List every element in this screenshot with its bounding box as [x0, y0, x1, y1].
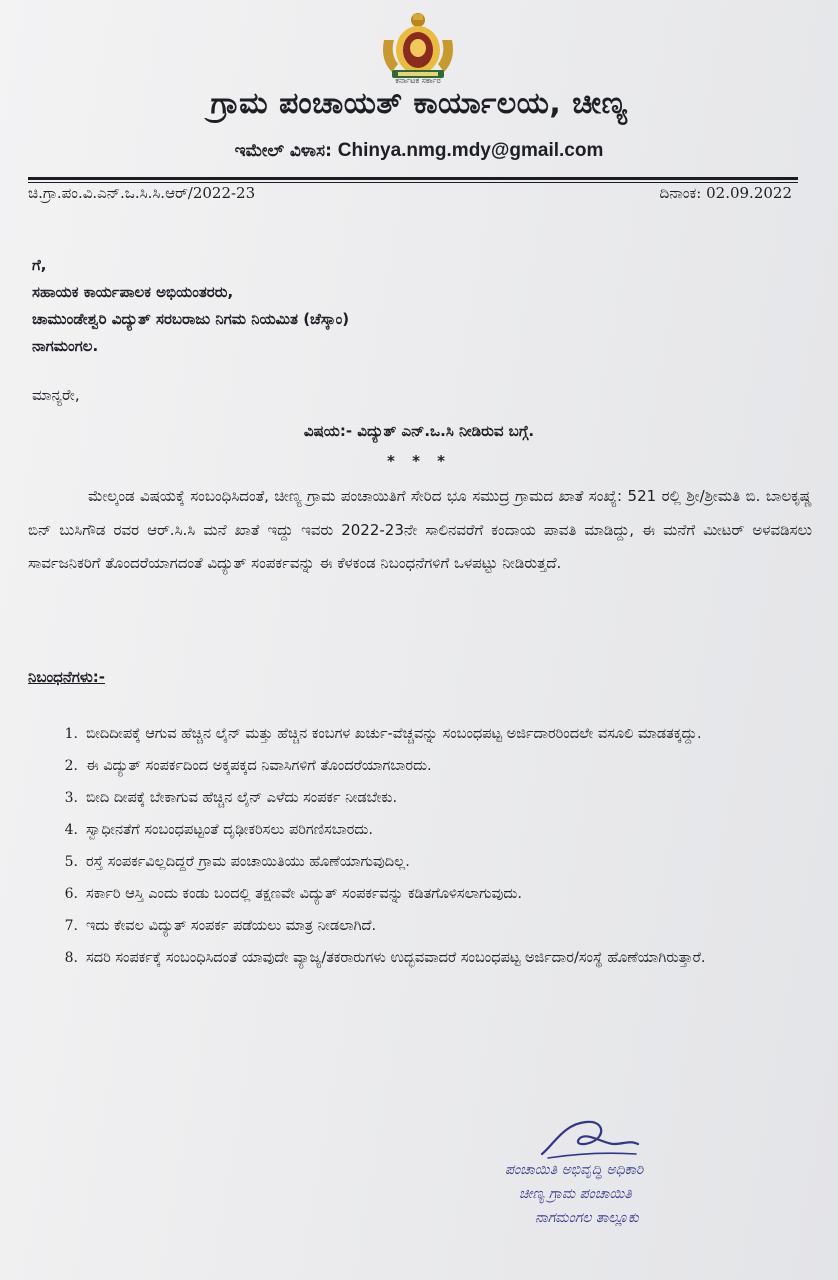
- conditions-heading: ನಿಬಂಧನೆಗಳು:-: [28, 668, 106, 686]
- recipient-line-3: ನಾಗಮಂಗಲ.: [32, 337, 99, 355]
- list-number: 6.: [64, 886, 78, 902]
- list-number: 7.: [64, 918, 78, 934]
- list-number: 5.: [64, 854, 78, 870]
- list-item: [28, 878, 812, 910]
- list-number: 4.: [64, 822, 78, 838]
- list-item: [28, 750, 812, 782]
- date-value: 02.09.2022: [706, 184, 792, 202]
- reference-number: ಚಿ.ಗ್ರಾ.ಪಂ.ವಿ.ಎನ್.ಒ.ಸಿ.ಸಿ.ಆರ್/2022-23: [28, 184, 256, 202]
- list-text: ಬೀದಿ ದೀಪಕ್ಕೆ ಬೇಕಾಗುವ ಹೆಚ್ಚಿನ ಲೈನ್ ಎಳೆದು ಸಂಪರ್ಕ ನೀಡಬೇಕು.: [86, 790, 398, 806]
- signatory-line-2: ಚೀಣ್ಯ ಗ್ರಾಮ ಪಂಚಾಯಿತಿ: [519, 1186, 632, 1202]
- list-number: 8.: [64, 950, 78, 966]
- signatory-line-3: ನಾಗಮಂಗಲ ತಾಲ್ಲೂಕು: [535, 1210, 639, 1226]
- email-address: Chinya.nmg.mdy@gmail.com: [337, 140, 604, 161]
- list-number: 1.: [64, 726, 78, 742]
- recipient-line-1: ಸಹಾಯಕ ಕಾರ್ಯಪಾಲಕ ಅಭಿಯಂತರರು,: [32, 283, 234, 301]
- list-text: ಸದರಿ ಸಂಪರ್ಕಕ್ಕೆ ಸಂಬಂಧಿಸಿದಂತೆ ಯಾವುದೇ ವ್ಯಾಜ್ಯ/ತಕರಾರುಗಳು ಉದ್ಭವವಾದರೆ ಸಂಬಂಧಪಟ್ಟ ಅರ್ಜಿದಾರ/ಸಂಸ್ಥೆ ಹೊಣೆಯಾಗಿರುತ್ತಾರೆ.: [86, 950, 706, 966]
- salutation: ಮಾನ್ಯರೇ,: [32, 386, 80, 404]
- header-divider: [28, 177, 798, 180]
- list-number: 3.: [64, 790, 78, 806]
- list-item: [28, 782, 812, 814]
- list-number: 2.: [64, 758, 78, 774]
- date-line: [660, 184, 792, 202]
- separator-stars: * * *: [387, 452, 451, 470]
- signatory-stamp: [505, 1158, 643, 1230]
- list-item: [28, 910, 812, 942]
- signatory-line-1: ಪಂಚಾಯಿತಿ ಅಭಿವೃದ್ಧಿ ಅಧಿಕಾರಿ: [505, 1162, 644, 1178]
- list-text: ಸ್ವಾಧೀನತೆಗೆ ಸಂಬಂಧಪಟ್ಟಂತೆ ದೃಢೀಕರಿಸಲು ಪರಿಗಣಿಸಬಾರದು.: [86, 822, 373, 838]
- list-text: ಈ ವಿದ್ಯುತ್ ಸಂಪರ್ಕದಿಂದ ಅಕ್ಕಪಕ್ಕದ ನಿವಾಸಿಗಳಿಗೆ ತೊಂದರೆಯಾಗಬಾರದು.: [86, 758, 432, 774]
- state-emblem-icon: [378, 10, 458, 86]
- email-line: [0, 140, 838, 162]
- list-text: ಸರ್ಕಾರಿ ಆಸ್ತಿ ಎಂದು ಕಂಡು ಬಂದಲ್ಲಿ ತಕ್ಷಣವೇ ವಿದ್ಯುತ್ ಸಂಪರ್ಕವನ್ನು ಕಡಿತಗೊಳಿಸಲಾಗುವುದು.: [86, 886, 522, 902]
- email-label: ಇಮೇಲ್ ವಿಳಾಸ:: [234, 141, 332, 161]
- subject-line: ವಿಷಯ:- ವಿದ್ಯುತ್ ಎನ್.ಒ.ಸಿ ನೀಡಿರುವ ಬಗ್ಗೆ.: [303, 422, 535, 440]
- date-label: ದಿನಾಂಕ:: [659, 184, 702, 202]
- office-title: ಗ್ರಾಮ ಪಂಚಾಯತ್ ಕಾರ್ಯಾಲಯ, ಚೀಣ್ಯ: [210, 86, 628, 121]
- recipient-line-2: ಚಾಮುಂಡೇಶ್ವರಿ ವಿದ್ಯುತ್ ಸರಬರಾಜು ನಿಗಮ ನಿಯಮಿತ (ಚೆಸ್ಕಾಂ): [32, 310, 350, 328]
- list-text: ರಸ್ತೆ ಸಂಪರ್ಕವಿಲ್ಲದಿದ್ದರೆ ಗ್ರಾಮ ಪಂಚಾಯಿತಿಯು ಹೊಣೆಯಾಗುವುದಿಲ್ಲ.: [86, 854, 410, 870]
- list-text: ಇದು ಕೇವಲ ವಿದ್ಯುತ್ ಸಂಪರ್ಕ ಪಡೆಯಲು ಮಾತ್ರ ನೀಡಲಾಗಿದೆ.: [86, 918, 377, 934]
- emblem-caption: ಕರ್ನಾಟಕ ಸರ್ಕಾರ: [395, 76, 441, 85]
- list-text: ಬೀದಿದೀಪಕ್ಕೆ ಆಗುವ ಹೆಚ್ಚಿನ ಲೈನ್ ಮತ್ತು ಹೆಚ್ಚಿನ ಕಂಬಗಳ ಖರ್ಚು-ವೆಚ್ಚವನ್ನು ಸಂಬಂಧಪಟ್ಟ ಅರ್ಜಿದಾರರಿಂದಲೇ ವಸೂಲಿ ಮಾಡತಕ್ಕದ್ದು.: [86, 726, 702, 742]
- list-item: [28, 814, 812, 846]
- header-divider-thin: [28, 182, 798, 183]
- list-item: [28, 846, 812, 878]
- conditions-list: [28, 718, 812, 974]
- recipient-address: [32, 252, 349, 360]
- body-paragraph: ಮೇಲ್ಕಂಡ ವಿಷಯಕ್ಕೆ ಸಂಬಂಧಿಸಿದಂತೆ, ಚೀಣ್ಯ ಗ್ರಾಮ ಪಂಚಾಯಿತಿಗೆ ಸೇರಿದ ಭೂ ಸಮುದ್ರ ಗ್ರಾಮದ ಖಾತೆ ಸಂಖ್ಯೆ: 521 ರಲ್ಲಿ ಶ್ರೀ/ಶ್ರೀಮತಿ ಬಿ. ಬಾಲಕೃಷ್ಣ ಬಿನ್ ಬುಸಿಗೌಡ ರವರ ಆರ್.ಸಿ.ಸಿ ಮನೆ ಖಾತೆ ಇದ್ದು ಇವರು 2022-23ನೇ ಸಾಲಿನವರೆಗೆ ಕಂದಾಯ ಪಾವತಿ ಮಾಡಿದ್ದು, ಈ ಮನೆಗೆ ಮೀಟರ್ ಅಳವಡಿಸಲು ಸಾರ್ವಜನಿಕರಿಗೆ ತೊಂದರೆಯಾಗದಂತೆ ವಿದ್ಯುತ್ ಸಂಪರ್ಕವನ್ನು ಈ ಕೆಳಕಂಡ ನಿಬಂಧನೆಗಳಿಗೆ ಒಳಪಟ್ಟು ನೀಡಿರುತ್ತದೆ.: [28, 487, 812, 572]
- list-item: [28, 718, 812, 750]
- recipient-to: ಗೆ,: [32, 256, 47, 274]
- list-item: [28, 942, 812, 974]
